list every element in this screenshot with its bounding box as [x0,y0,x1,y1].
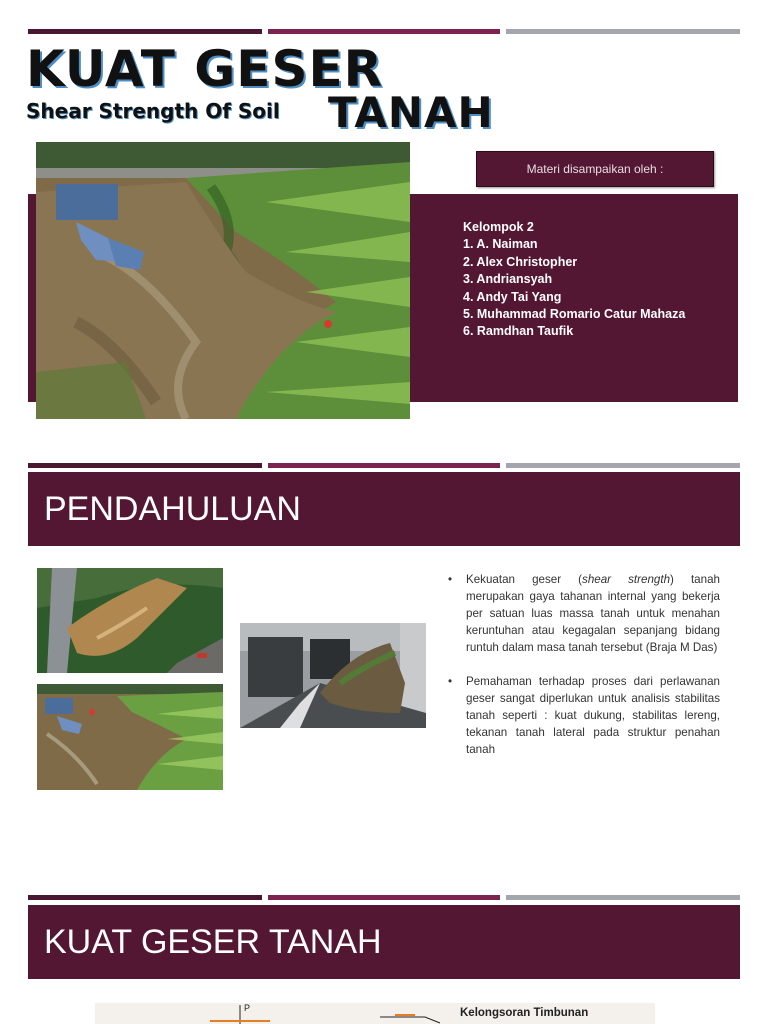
landslide-rice-terrace-photo [36,142,410,419]
bullet-item-shear-strength: • Kekuatan geser (shear strength) tanah merupakan gaya tahanan internal yang bekerja per satuan luas massa tanah untuk menahan keruntuhan atau kegagalan sepanjang bidang runtuh dalam masa tanah tersebut (Braja M Das) [448,573,720,654]
member-item: 5. Muhammad Romario Catur Mahaza [463,307,686,322]
title-band [28,905,740,979]
slide-heading: PENDAHULUAN [44,489,301,528]
accent-bar-mid [268,463,500,468]
member-item: 3. Andriansyah [463,272,553,287]
accent-bar-dark [28,463,262,468]
title-line-2: TANAH [328,88,494,137]
left-accent-band [28,194,36,402]
member-item: 4. Andy Tai Yang [463,289,562,304]
accent-bar-dark [28,29,262,34]
accent-bar-gray [506,29,740,34]
accent-bar-mid [268,29,500,34]
figure-caption: Kelongsoran Timbunan [460,1007,589,1019]
member-item: 2. Alex Christopher [463,254,578,269]
group-member-list [463,219,685,341]
bullet-dot-icon: • [448,675,453,688]
slide-title [0,0,768,440]
accent-bar-gray [506,463,740,468]
bullet-list [448,571,720,775]
title-band [28,472,740,546]
member-item: 1. A. Naiman [463,237,538,252]
presenter-label-box [476,151,714,187]
bullet-item-pemahaman: • Pemahaman terhadap proses dari perlawanan geser sangat diperlukan untuk analisis stabilitas tanah seperti : kuat dukung, stabilitas lereng, tekanan tanah lateral pada struktur penahan tanah [448,675,720,756]
subtitle: Shear Strength Of Soil [26,99,280,123]
slide-heading: KUAT GESER TANAH [44,922,382,961]
bullet-dot-icon: • [448,573,453,586]
tunnel-landslide-photo [240,623,426,728]
load-p-label: P [244,1003,251,1013]
accent-bars [28,29,740,35]
slide-pendahuluan [0,455,768,885]
title-line-1: KUAT GESER [26,40,384,98]
rice-terrace-landslide-photo [37,684,223,790]
accent-bars [28,463,740,469]
group-name: Kelompok 2 [463,220,534,234]
member-item: 6. Ramdhan Taufik [463,324,574,339]
aerial-landslide-photo [37,568,223,673]
slide-kuat-geser-tanah [0,890,768,1024]
accent-bars [28,895,740,901]
accent-bar-dark [28,895,262,900]
presenter-label: Materi disampaikan oleh : [526,162,664,176]
accent-bar-gray [506,895,740,900]
accent-bar-mid [268,895,500,900]
